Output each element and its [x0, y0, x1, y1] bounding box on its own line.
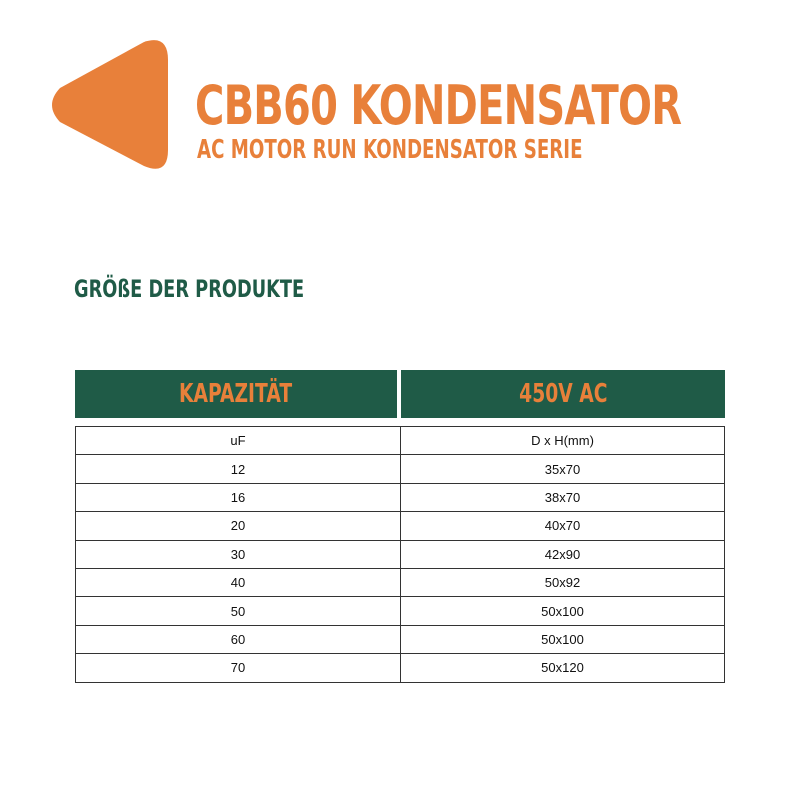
table-row	[76, 512, 724, 540]
product-size-table	[75, 370, 725, 683]
logo-triangle-icon	[44, 38, 172, 172]
cell-capacity: 50	[76, 597, 401, 624]
table-body	[75, 426, 725, 683]
cell-dimensions: 50x100	[541, 603, 584, 619]
table-row	[76, 597, 724, 625]
cell-capacity: 16	[76, 484, 401, 511]
cell-capacity: 40	[76, 569, 401, 596]
cell-capacity: 30	[76, 541, 401, 568]
cell-dimensions: D x H(mm)	[531, 433, 594, 449]
cell-dimensions: 42x90	[544, 546, 581, 562]
cell-capacity: 12	[76, 455, 401, 482]
header-cell-capacity: KAPAZITÄT	[75, 370, 397, 418]
cell-dimensions: 50x100	[541, 631, 584, 647]
page-subtitle: AC MOTOR RUN KONDENSATOR SERIE	[197, 135, 583, 165]
cell-capacity: uF	[76, 427, 401, 454]
table-row	[76, 455, 724, 483]
table-row	[76, 626, 724, 654]
cell-dimensions: 38x70	[544, 489, 581, 505]
table-row	[76, 484, 724, 512]
header-cell-voltage: 450V AC	[401, 370, 725, 418]
cell-capacity: 60	[76, 626, 401, 653]
cell-capacity: 70	[76, 654, 401, 681]
cell-dimensions: 50x120	[541, 660, 584, 676]
cell-dimensions: 50x92	[544, 575, 581, 591]
cell-capacity: 20	[76, 512, 401, 539]
section-heading: GRÖßE DER PRODUKTE	[74, 275, 305, 303]
table-row	[76, 427, 724, 455]
table-row	[76, 654, 724, 681]
table-header	[75, 370, 725, 418]
table-row	[76, 569, 724, 597]
page-title: CBB60 KONDENSATOR	[195, 74, 682, 137]
cell-dimensions: 40x70	[544, 518, 581, 534]
table-row	[76, 541, 724, 569]
cell-dimensions: 35x70	[544, 461, 581, 477]
